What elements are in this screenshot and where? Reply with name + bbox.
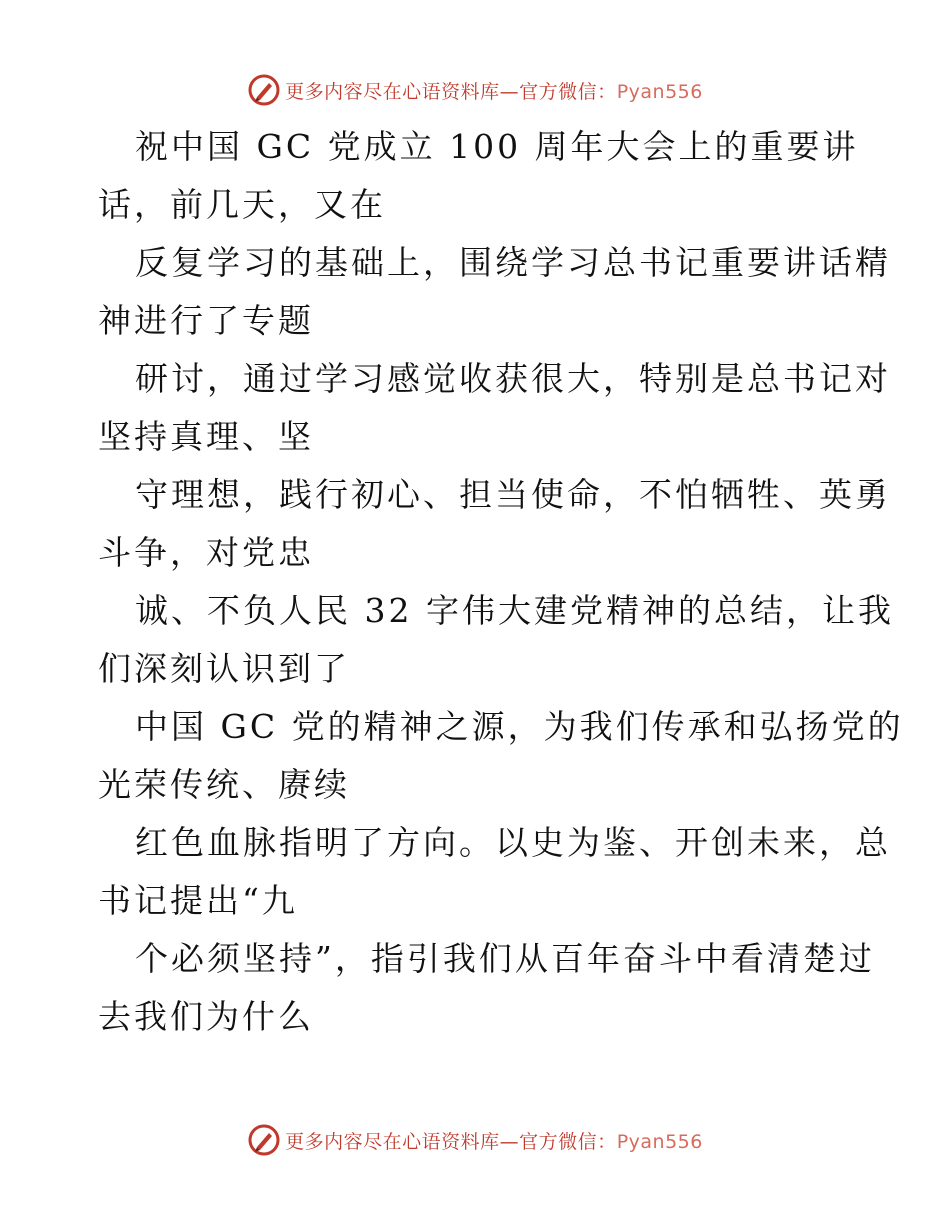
body-line: 书记提出“九 (98, 881, 298, 920)
banner-wechat-id: Pyan556 (616, 1130, 703, 1153)
banner-dash: — (499, 1130, 520, 1153)
banner-wechat-label: 官方微信： (519, 1130, 617, 1153)
banner-wechat-label: 官方微信： (519, 80, 617, 103)
body-line: 个必须坚持”，指引我们从百年奋斗中看清楚过 (135, 939, 875, 978)
banner-brand: 更多内容尽在心语资料库 (285, 1130, 500, 1153)
body-line: 中国 GC 党的精神之源，为我们传承和弘扬党的 (135, 707, 904, 746)
body-line: 们深刻认识到了 (98, 649, 350, 688)
banner-brand: 更多内容尽在心语资料库 (285, 80, 500, 103)
pen-logo-icon (247, 1123, 281, 1157)
body-line: 坚持真理、坚 (98, 417, 314, 456)
pen-logo-icon (247, 73, 281, 107)
body-line: 诚、不负人民 32 字伟大建党精神的总结，让我 (135, 591, 894, 630)
body-line: 祝中国 GC 党成立 100 周年大会上的重要讲 (135, 127, 859, 166)
banner-dash: — (499, 80, 520, 103)
body-line: 神进行了专题 (98, 301, 314, 340)
body-line: 光荣传统、赓续 (98, 765, 350, 804)
body-line: 话，前几天，又在 (98, 185, 386, 224)
banner-wechat-id: Pyan556 (616, 80, 703, 103)
body-line: 去我们为什么 (98, 997, 314, 1036)
body-line: 斗争，对党忠 (98, 533, 314, 572)
body-line: 反复学习的基础上，围绕学习总书记重要讲话精 (135, 243, 891, 282)
footer-watermark-banner (0, 1120, 950, 1160)
body-line: 守理想，践行初心、担当使命，不怕牺牲、英勇 (135, 475, 891, 514)
body-line: 研讨，通过学习感觉收获很大，特别是总书记对 (135, 359, 891, 398)
header-watermark-banner (0, 70, 950, 110)
body-line: 红色血脉指明了方向。以史为鉴、开创未来，总 (135, 823, 891, 862)
document-body (98, 118, 904, 1046)
